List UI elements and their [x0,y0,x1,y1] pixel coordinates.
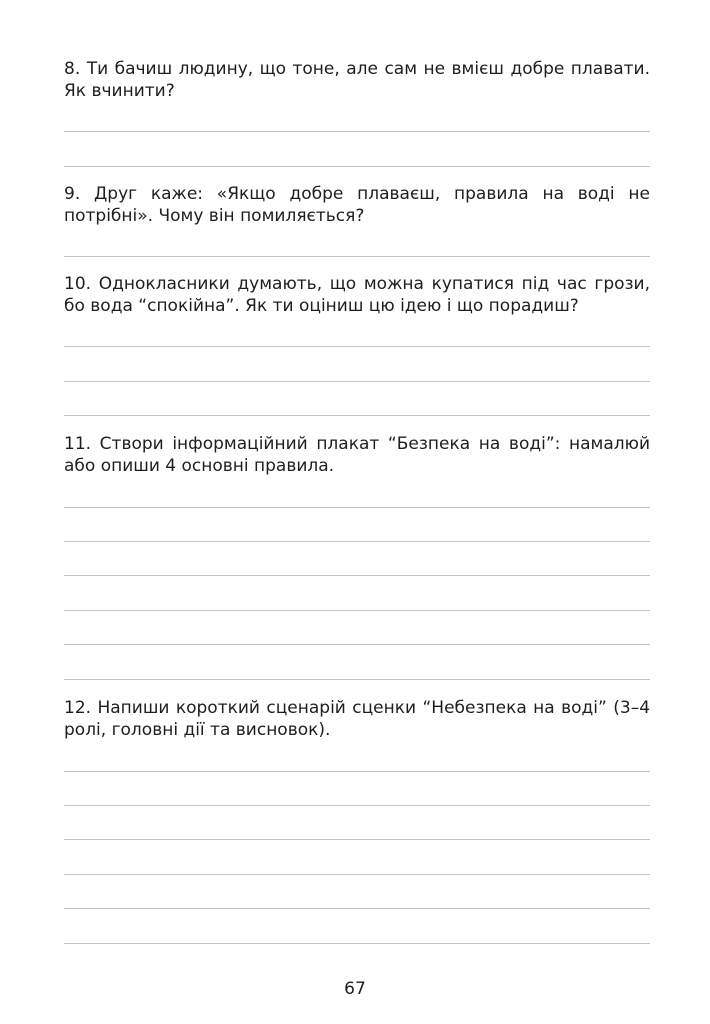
answer-line[interactable] [64,874,650,875]
question-number: 8. [64,59,81,79]
answer-line[interactable] [64,256,650,257]
answer-line[interactable] [64,346,650,347]
answer-line[interactable] [64,507,650,508]
question-text: Створи інформаційний плакат “Безпека на воді”: намалюй або опиши 4 основні правила. [64,434,650,476]
question-number: 11. [64,434,92,454]
question-number: 12. [64,698,92,718]
answer-line[interactable] [64,908,650,909]
answer-line[interactable] [64,381,650,382]
question-text: Ти бачиш людину, що тоне, але сам не вмієш добре плавати. Як вчинити? [64,59,650,101]
question-text: Однокласники думають, що можна купатися під час грози, бо вода “спокійна”. Як ти оціниш цю ідею і що порадиш? [64,274,650,316]
question-12 [64,697,650,741]
answer-line[interactable] [64,415,650,416]
answer-line[interactable] [64,166,650,167]
answer-line[interactable] [64,943,650,944]
answer-line[interactable] [64,679,650,680]
question-text: Друг каже: «Якщо добре плаваєш, правила на воді не потрібні». Чому він помиляється? [64,184,650,226]
question-text: Напиши короткий сценарій сценки “Небезпека на воді” (3–4 ролі, головні дії та висновок). [64,698,651,740]
question-number: 10. [64,274,92,294]
question-10 [64,273,650,317]
answer-line[interactable] [64,805,650,806]
question-8 [64,58,650,102]
question-number: 9. [64,184,81,204]
answer-line[interactable] [64,575,650,576]
answer-line[interactable] [64,131,650,132]
answer-line[interactable] [64,644,650,645]
answer-line[interactable] [64,541,650,542]
answer-line[interactable] [64,839,650,840]
answer-line[interactable] [64,771,650,772]
answer-line[interactable] [64,610,650,611]
question-9 [64,183,650,227]
page-number: 67 [344,979,366,999]
question-11 [64,433,650,477]
